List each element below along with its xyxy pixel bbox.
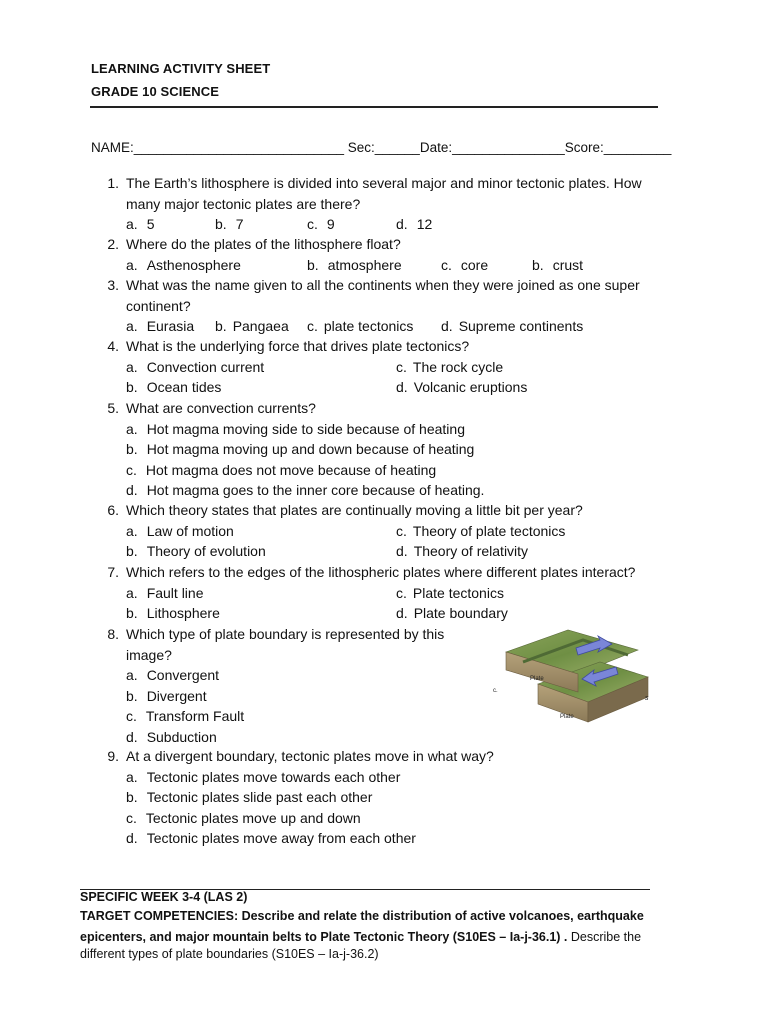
competency-line-1	[80, 906, 644, 927]
option-letter: d.	[126, 728, 138, 745]
figure-c-label: c.	[493, 688, 498, 694]
option-letter: d.	[396, 379, 408, 395]
competency-line-3: different types of plate boundaries (S10ES – Ia-j-36.2)	[80, 947, 379, 961]
option-letter: a.	[126, 256, 138, 273]
option-text: 12	[416, 216, 433, 232]
answer-option[interactable]	[126, 460, 436, 480]
answer-option[interactable]	[126, 828, 416, 848]
option-letter: b.	[126, 605, 138, 621]
option-letter: a.	[126, 667, 138, 683]
option-text: Hot magma goes to the inner core because of heating.	[146, 482, 485, 498]
question-number: 5.	[107, 400, 119, 416]
question-text: Which type of plate boundary is represented by this	[126, 626, 445, 642]
option-text: Tectonic plates move up and down	[145, 809, 361, 826]
option-letter: d.	[396, 543, 408, 559]
sheet-subtitle: GRADE 10 SCIENCE	[91, 84, 220, 99]
question-number: 3.	[107, 277, 119, 293]
option-letter: b.	[126, 687, 138, 704]
answer-option[interactable]	[126, 255, 241, 275]
answer-option[interactable]	[126, 541, 266, 561]
answer-option[interactable]	[441, 255, 488, 275]
sec-field[interactable]: ______	[374, 140, 420, 155]
score-label: Score:	[564, 140, 604, 155]
answer-option[interactable]	[396, 541, 528, 561]
option-text: Plate boundary	[413, 605, 508, 621]
option-text: Convergent	[146, 667, 220, 683]
answer-option[interactable]	[126, 419, 465, 439]
question-number: 6.	[107, 502, 119, 518]
answer-option[interactable]	[396, 521, 565, 541]
answer-option[interactable]	[307, 214, 335, 234]
option-text: crust	[552, 256, 584, 273]
option-letter: d.	[396, 605, 408, 621]
date-label: Date:	[419, 140, 453, 155]
figure-plate-label-bottom: Plate	[560, 714, 574, 720]
answer-option[interactable]	[396, 357, 503, 377]
answer-option[interactable]	[307, 255, 402, 275]
question-text: Which theory states that plates are continually moving a little bit per year?	[126, 502, 583, 518]
option-letter: b.	[532, 256, 544, 273]
question-number: 1.	[107, 175, 119, 191]
option-letter: a.	[126, 318, 138, 334]
option-letter: c.	[441, 256, 452, 273]
option-letter: d.	[126, 482, 138, 498]
answer-option[interactable]	[126, 214, 154, 234]
question-number: 4.	[107, 338, 119, 354]
header-divider	[90, 106, 658, 108]
option-text: Plate tectonics	[412, 584, 504, 601]
question-number: 8.	[107, 626, 119, 642]
answer-option[interactable]	[307, 316, 413, 336]
option-text: core	[460, 256, 489, 273]
option-letter: c.	[396, 522, 407, 539]
option-text: Eurasia	[146, 318, 195, 334]
option-letter: b.	[215, 216, 227, 232]
answer-option[interactable]	[532, 255, 583, 275]
option-letter: b.	[307, 256, 319, 273]
option-letter: c.	[126, 461, 137, 478]
option-letter: d.	[396, 216, 408, 232]
option-text: Pangaea	[232, 318, 289, 334]
option-text: atmosphere	[327, 256, 402, 273]
answer-option[interactable]	[126, 357, 264, 377]
option-text: 9	[326, 216, 335, 232]
question-text: What are convection currents?	[126, 400, 316, 416]
answer-option[interactable]	[215, 214, 243, 234]
option-text: Law of motion	[146, 522, 234, 539]
answer-option[interactable]	[126, 727, 217, 747]
score-field[interactable]: _________	[603, 140, 672, 155]
question-text: Where do the plates of the lithosphere float?	[126, 236, 401, 252]
option-text: Lithosphere	[146, 605, 220, 621]
figure-plate-label-top: Plate	[530, 676, 544, 682]
answer-option[interactable]	[126, 686, 207, 706]
figure-s-label: s	[645, 695, 649, 702]
option-text: Volcanic eruptions	[413, 379, 528, 395]
option-letter: a.	[126, 584, 138, 601]
answer-option[interactable]	[126, 480, 484, 500]
answer-option[interactable]	[126, 316, 194, 336]
option-letter: a.	[126, 768, 138, 785]
option-letter: c.	[126, 809, 137, 826]
option-text: Hot magma moving side to side because of heating	[146, 420, 465, 437]
question-text: image?	[126, 646, 172, 663]
option-text: Tectonic plates move away from each other	[146, 830, 416, 846]
option-text: Fault line	[146, 584, 204, 601]
option-letter: c.	[396, 358, 407, 375]
competency-text-3: Describe the	[567, 930, 642, 944]
question-number: 7.	[107, 564, 119, 580]
info-line	[91, 140, 671, 155]
answer-option[interactable]	[396, 377, 527, 397]
date-field[interactable]: _______________	[452, 140, 565, 155]
option-letter: b.	[126, 543, 138, 559]
option-text: Theory of relativity	[413, 543, 529, 559]
option-letter: b.	[126, 441, 138, 457]
option-letter: b.	[215, 318, 227, 334]
option-text: Divergent	[146, 687, 207, 704]
question-text: What is the underlying force that drives plate tectonics?	[126, 338, 470, 354]
option-letter: a.	[126, 216, 138, 232]
option-letter: b.	[126, 379, 138, 395]
option-text: Theory of plate tectonics	[412, 522, 566, 539]
answer-option[interactable]	[396, 583, 504, 603]
option-letter: a.	[126, 522, 138, 539]
option-text: plate tectonics	[323, 318, 414, 334]
option-text: Asthenosphere	[146, 256, 241, 273]
option-text: Ocean tides	[146, 379, 222, 395]
option-letter: c.	[396, 584, 407, 601]
option-text: 7	[235, 216, 244, 232]
transform-boundary-figure	[488, 622, 663, 724]
answer-option[interactable]	[126, 439, 474, 459]
option-letter: d.	[126, 830, 138, 846]
option-text: Theory of evolution	[146, 543, 266, 559]
option-letter: d.	[441, 318, 453, 334]
option-text: Supreme continents	[458, 318, 584, 334]
answer-option[interactable]	[126, 377, 221, 397]
option-text: Tectonic plates move towards each other	[146, 768, 401, 785]
question-number: 2.	[107, 236, 119, 252]
answer-option[interactable]	[126, 767, 400, 787]
answer-option[interactable]	[126, 583, 204, 603]
competency-text-2: epicenters, and major mountain belts to Plate Tectonic Theory (S10ES – Ia-j-36.1) .	[80, 930, 568, 944]
answer-option[interactable]	[215, 316, 289, 336]
specific-week: SPECIFIC WEEK 3-4 (LAS 2)	[80, 890, 248, 904]
answer-option[interactable]	[126, 603, 220, 623]
answer-option[interactable]	[126, 787, 372, 807]
answer-option[interactable]	[396, 214, 432, 234]
question-text: The Earth’s lithosphere is divided into several major and minor tectonic plates. How	[126, 175, 642, 191]
option-text: The rock cycle	[412, 358, 504, 375]
question-text: At a divergent boundary, tectonic plates move in what way?	[126, 748, 494, 764]
name-field[interactable]: ___________________________	[133, 140, 337, 155]
answer-option[interactable]	[396, 603, 508, 623]
option-text: Hot magma does not move because of heating	[145, 461, 437, 478]
competency-label: TARGET COMPETENCIES:	[80, 909, 239, 923]
option-text: 5	[146, 216, 155, 232]
option-text: Transform Fault	[145, 708, 245, 724]
option-text: Tectonic plates slide past each other	[146, 789, 373, 805]
question-text: many major tectonic plates are there?	[126, 195, 361, 212]
name-label: NAME:	[91, 140, 134, 155]
option-letter: c.	[126, 708, 137, 724]
answer-option[interactable]	[126, 521, 234, 541]
competency-text-1: Describe and relate the distribution of active volcanoes, earthquake	[238, 909, 644, 923]
question-text: What was the name given to all the continents when they were joined as one super	[126, 277, 640, 293]
answer-option[interactable]	[126, 706, 244, 726]
question-number: 9.	[107, 748, 119, 764]
option-text: Hot magma moving up and down because of heating	[146, 441, 475, 457]
option-letter: a.	[126, 420, 138, 437]
question-text: Which refers to the edges of the lithospheric plates where different plates interact?	[126, 564, 636, 580]
option-letter: c.	[307, 216, 318, 232]
question-text: continent?	[126, 297, 191, 314]
sec-label: _ Sec:	[336, 140, 375, 155]
option-letter: b.	[126, 789, 138, 805]
answer-option[interactable]	[441, 316, 583, 336]
option-text: Subduction	[146, 728, 217, 745]
option-text: Convection current	[146, 358, 265, 375]
sheet-title: LEARNING ACTIVITY SHEET	[91, 61, 271, 76]
option-letter: c.	[307, 318, 318, 334]
answer-option[interactable]	[126, 665, 219, 685]
answer-option[interactable]	[126, 808, 361, 828]
option-letter: a.	[126, 358, 138, 375]
